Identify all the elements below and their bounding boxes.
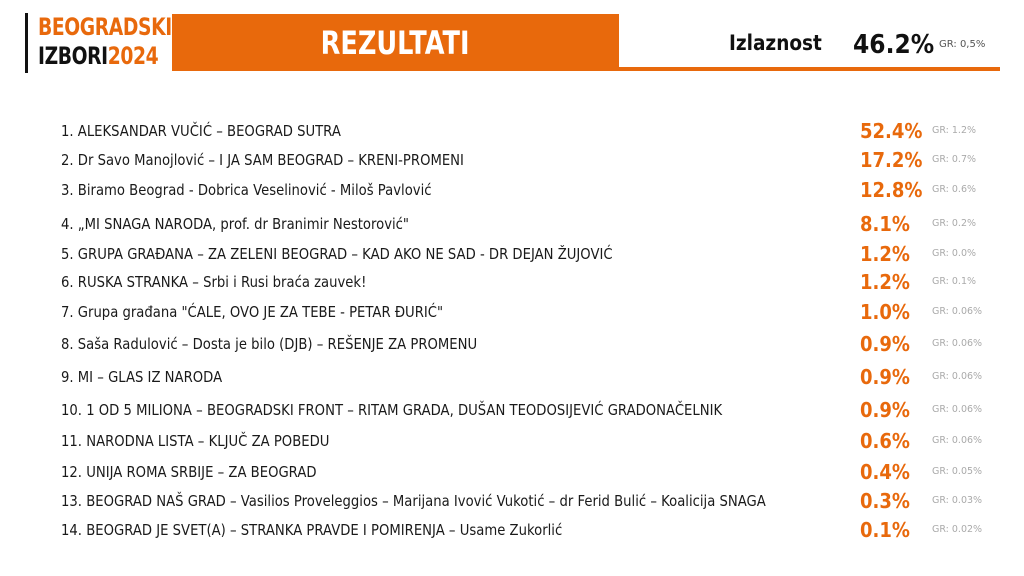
page-title: REZULTATI [321, 23, 470, 62]
result-row [0, 212, 1024, 236]
party-name: 12. UNIJA ROMA SRBIJE – ZA BEOGRAD [61, 463, 317, 481]
page-title-banner [172, 14, 619, 71]
party-margin: GR: 0.2% [932, 218, 977, 229]
party-name: 5. GRUPA GRAĐANA – ZA ZELENI BEOGRAD – KAD AKO NE SAD - DR DEJAN ŽUJOVIĆ [61, 245, 613, 263]
party-margin: GR: 0.7% [932, 154, 977, 165]
party-margin: GR: 0.6% [932, 184, 977, 195]
party-name: 1. ALEKSANDAR VUČIĆ – BEOGRAD SUTRA [61, 122, 341, 140]
party-percent: 1.0% [860, 300, 910, 324]
party-percent: 1.2% [860, 242, 910, 266]
logo-divider [25, 13, 28, 73]
party-name: 14. BEOGRAD JE SVET(A) – STRANKA PRAVDE I POMIRENJA – Usame Zukorlić [61, 521, 563, 539]
party-margin: GR: 1.2% [932, 125, 977, 136]
result-row [0, 270, 1024, 294]
party-name: 8. Saša Radulović – Dosta je bilo (DJB) – REŠENJE ZA PROMENU [61, 335, 478, 353]
turnout-margin: GR: 0,5% [939, 39, 986, 50]
party-margin: GR: 0.06% [932, 435, 983, 446]
result-row [0, 518, 1024, 542]
result-row [0, 178, 1024, 202]
result-row [0, 489, 1024, 513]
party-margin: GR: 0.02% [932, 524, 983, 535]
party-margin: GR: 0.06% [932, 404, 983, 415]
logo-line1: BEOGRADSKI [38, 13, 172, 41]
logo [38, 13, 172, 71]
party-margin: GR: 0.05% [932, 466, 983, 477]
party-name: 4. „MI SNAGA NARODA, prof. dr Branimir Nestorović" [61, 215, 410, 233]
result-row [0, 398, 1024, 422]
party-name: 13. BEOGRAD NAŠ GRAD – Vasilios Proveleggios – Marijana Ivović Vukotić – dr Ferid Bulić – Koalicija SNAGA [61, 492, 766, 510]
result-row [0, 365, 1024, 389]
result-row [0, 119, 1024, 143]
party-percent: 1.2% [860, 270, 910, 294]
party-margin: GR: 0.06% [932, 371, 983, 382]
party-margin: GR: 0.06% [932, 306, 983, 317]
party-margin: GR: 0.03% [932, 495, 983, 506]
result-row [0, 242, 1024, 266]
party-percent: 17.2% [860, 148, 923, 172]
party-percent: 8.1% [860, 212, 910, 236]
party-percent: 0.1% [860, 518, 910, 542]
party-percent: 0.9% [860, 398, 910, 422]
result-row [0, 429, 1024, 453]
party-percent: 0.3% [860, 489, 910, 513]
party-margin: GR: 0.0% [932, 248, 977, 259]
party-name: 2. Dr Savo Manojlović – I JA SAM BEOGRAD – KRENI-PROMENI [61, 151, 464, 169]
party-name: 3. Biramo Beograd - Dobrica Veselinović - Miloš Pavlović [61, 181, 432, 199]
party-percent: 0.9% [860, 365, 910, 389]
party-percent: 0.4% [860, 460, 910, 484]
turnout-value: 46.2% [853, 30, 935, 60]
party-name: 6. RUSKA STRANKA – Srbi i Rusi braća zauvek! [61, 273, 367, 291]
party-percent: 0.6% [860, 429, 910, 453]
logo-line2-b: 2024 [107, 42, 159, 70]
party-percent: 12.8% [860, 178, 923, 202]
party-percent: 0.9% [860, 332, 910, 356]
result-row [0, 332, 1024, 356]
party-margin: GR: 0.1% [932, 276, 977, 287]
result-row [0, 148, 1024, 172]
party-name: 7. Grupa građana "ĆALE, OVO JE ZA TEBE - PETAR ĐURIĆ" [61, 303, 444, 321]
party-name: 10. 1 OD 5 MILIONA – BEOGRADSKI FRONT – RITAM GRADA, DUŠAN TEODOSIJEVIĆ GRADONAČELNIK [61, 401, 723, 419]
party-margin: GR: 0.06% [932, 338, 983, 349]
party-name: 9. MI – GLAS IZ NARODA [61, 368, 223, 386]
header-underline [619, 67, 1000, 71]
result-row [0, 460, 1024, 484]
party-percent: 52.4% [860, 119, 923, 143]
logo-line2-a: IZBORI [38, 42, 108, 70]
result-row [0, 300, 1024, 324]
party-name: 11. NARODNA LISTA – KLJUČ ZA POBEDU [61, 432, 330, 450]
turnout-label: Izlaznost [729, 31, 822, 55]
